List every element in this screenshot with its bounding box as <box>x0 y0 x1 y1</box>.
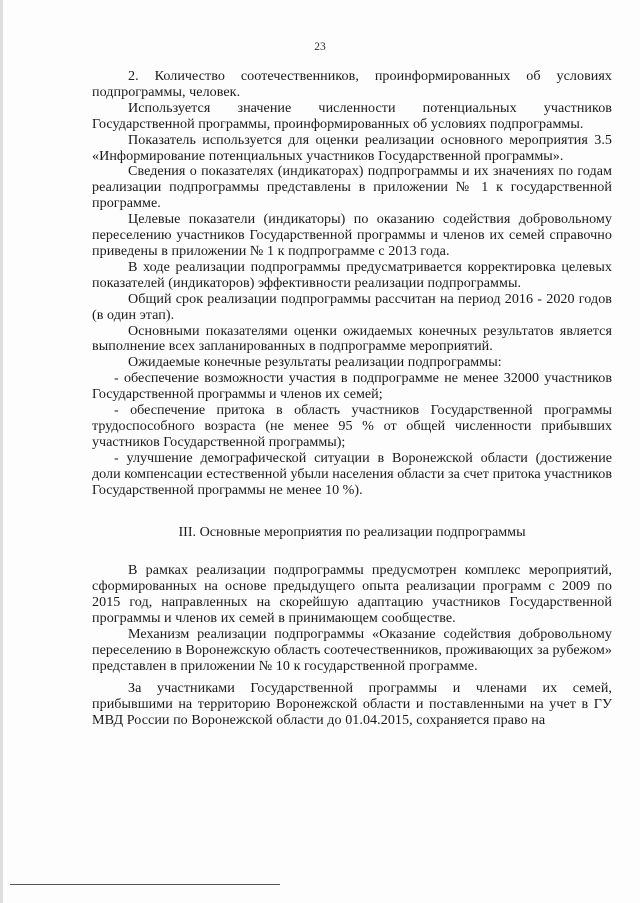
page-number: 23 <box>314 41 326 53</box>
paragraph: Показатель используется для оценки реализации основного мероприятия 3.5 «Информирование потенциальных участников Государственной программы». <box>92 131 612 164</box>
paragraph: 2. Количество соотечественников, проинформированных об условиях подпрограммы, человек. <box>92 68 612 100</box>
scan-edge <box>0 0 3 903</box>
section-heading: III. Основные мероприятия по реализации подпрограммы <box>178 524 526 541</box>
paragraph: Ожидаемые конечные результаты реализации подпрограммы: <box>128 354 502 371</box>
paragraph: В рамках реализации подпрограммы предусмотрен комплекс мероприятий, сформированных на основе предыдущего опыта реализации программ с 2009 по 2015 год, направленных на скорейшую адаптацию участников Государственной программы и членов их семей в принимающем сообществе. <box>92 562 612 627</box>
paragraph: Целевые показатели (индикаторы) по оказанию содействия добровольному переселению участников Государственной программы и членов их семей справочно приведены в приложении № 1 к подпрограмме с 2013 года. <box>92 211 612 259</box>
list-item: - обеспечение притока в область участников Государственной программы трудоспособного возраста (не менее 95 % от общей численности прибывших участников Государственной программы); <box>92 402 612 450</box>
paragraph: За участниками Государственной программы и членами их семей, прибывшими на территорию Воронежской области и поставленными на учет в ГУ МВД России по Воронежской области до 01.04.2015, сохраняется право на <box>92 679 612 728</box>
page-body <box>92 69 612 728</box>
bottom-rule <box>10 884 280 885</box>
paragraph: Сведения о показателях (индикаторах) подпрограммы и их значениях по годам реализации подпрограммы представлены в приложении № 1 к государственной программе. <box>92 163 612 212</box>
list-item: - улучшение демографической ситуации в Воронежской области (достижение доли компенсации естественной убыли населения области за счет притока участников Государственной программы не менее 10 %). <box>92 449 612 498</box>
paragraph: В ходе реализации подпрограммы предусматривается корректировка целевых показателей (индикаторов) эффективности реализации подпрограммы. <box>92 258 612 291</box>
paragraph: Механизм реализации подпрограммы «Оказание содействия добровольному переселению в Воронежскую область соотечественников, проживающих за рубежом» представлен в приложении № 10 к государственной программе. <box>92 626 612 674</box>
list-item: - обеспечение возможности участия в подпрограмме не менее 32000 участников Государственной программы и членов их семей; <box>92 370 612 403</box>
paragraph: Используется значение численности потенциальных участников Государственной программы, проинформированных об условиях подпрограммы. <box>92 99 612 132</box>
paragraph: Общий срок реализации подпрограммы рассчитан на период 2016 - 2020 годов (в один этап). <box>92 290 612 323</box>
paragraph: Основными показателями оценки ожидаемых конечных результатов является выполнение всех запланированных в подпрограмме мероприятий. <box>92 322 612 355</box>
